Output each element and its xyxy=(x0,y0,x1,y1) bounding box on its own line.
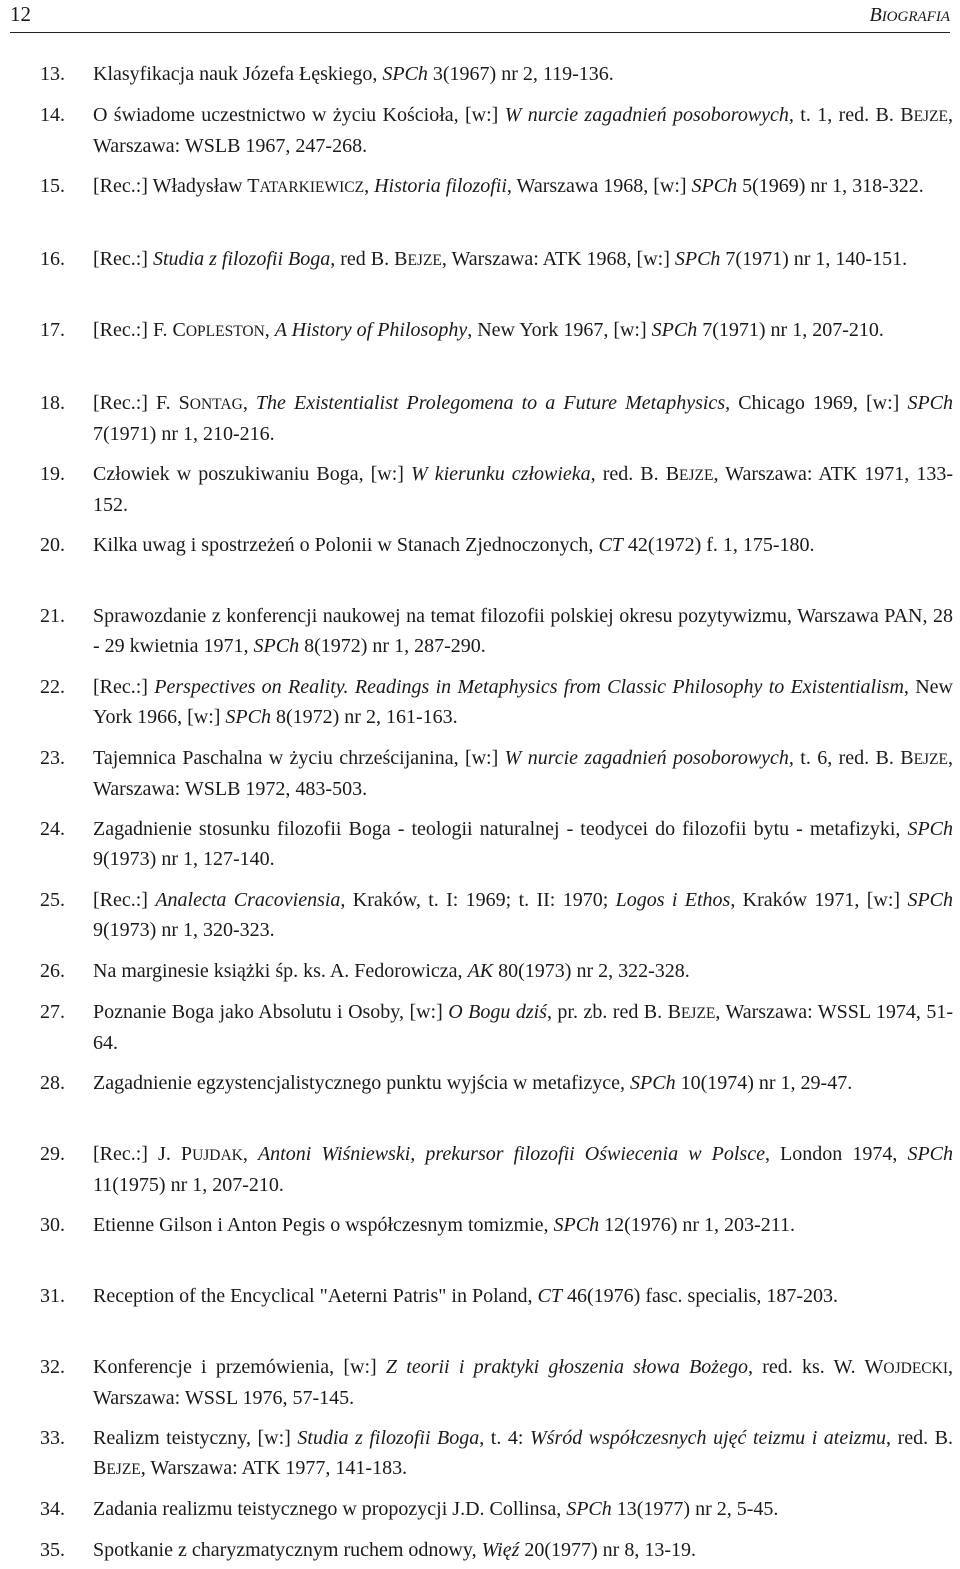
entry-number: 33. xyxy=(40,1427,65,1449)
entry-text xyxy=(93,673,953,732)
entry-text-segment: Kilka uwag i spostrzeżeń o Polonii w Stanach Zjednoczonych, xyxy=(93,534,599,556)
entry-text xyxy=(93,316,953,347)
entry-text-segment: Tajemnica Paschalna w życiu chrześcijanina, [w:] xyxy=(93,747,505,769)
entry-text xyxy=(93,60,953,90)
entry-text-segment: Chicago 1969, [w:] xyxy=(730,392,908,414)
entry-text-segment: , Warszawa: WSLB 1972, 483-503. xyxy=(93,747,953,800)
entry-text-segment: , xyxy=(364,175,375,197)
entry-number: 35. xyxy=(40,1539,65,1561)
entry-text-segment: 13(1977) nr 2, 5-45. xyxy=(611,1498,779,1520)
entry-title-italic: SPCh xyxy=(553,1214,600,1236)
entry-title-italic: AK xyxy=(467,960,494,982)
entry-text-segment: 9(1973) nr 1, 320-323. xyxy=(93,918,275,941)
entry-text xyxy=(93,101,953,161)
entry-author-smallcaps: EJZE xyxy=(680,1005,716,1022)
entry-title-italic: A History of Philosophy xyxy=(274,319,468,341)
entry-text xyxy=(93,531,953,561)
entry-number: 31. xyxy=(40,1285,65,1307)
entry-title-italic: SPCh xyxy=(566,1498,612,1520)
entry-text-segment: [Rec.:] xyxy=(93,248,153,270)
entry-text xyxy=(93,886,953,945)
entry-title-italic: Perspectives on Reality. Readings in Metaphysics from Classic Philosophy to Existentialism xyxy=(154,676,904,698)
entry-text-segment: , New York 1966, [w:] xyxy=(93,676,953,728)
entry-author-smallcaps: EJZE xyxy=(913,751,948,768)
entry-title-italic: CT xyxy=(598,534,623,556)
entry-text-segment: Konferencje i przemówienia, [w:] xyxy=(93,1356,386,1378)
entry-author-smallcaps: UJDAK xyxy=(192,1147,243,1164)
entry-text-segment: 9(1973) nr 1, 127-140. xyxy=(93,847,275,870)
entry-text-segment: , New York 1967, [w:] xyxy=(467,319,652,341)
entry-text-segment: Spotkanie z charyzmatycznym ruchem odnowy, xyxy=(93,1539,482,1561)
entry-author-smallcaps: EJZE xyxy=(679,467,714,484)
entry-number: 14. xyxy=(40,104,65,126)
entry-title-italic: Antoni Wiśniewski, prekursor filozofii Oświecenia w Polsce xyxy=(257,1143,765,1165)
entry-text xyxy=(93,1495,953,1525)
entry-number: 22. xyxy=(40,676,65,698)
entry-text xyxy=(93,1536,953,1566)
entry-number: 24. xyxy=(40,818,65,840)
entry-text-segment: , Kraków 1971, [w:] xyxy=(730,889,908,911)
entry-text-segment: , pr. zb. red B. B xyxy=(546,1001,681,1023)
entry-title-italic: SPCh xyxy=(382,63,428,85)
entry-title-italic: Wśród współczesnych ujęć teizmu i ateizmu xyxy=(530,1427,887,1449)
entry-text-segment: [Rec.:] J. P xyxy=(93,1143,193,1165)
entry-text-segment: Klasyfikacja nauk Józefa Łęskiego, xyxy=(93,63,383,85)
entry-text xyxy=(93,1211,953,1241)
entry-number: 29. xyxy=(40,1143,65,1165)
entry-text-segment: , London 1974, xyxy=(764,1143,908,1165)
entry-author-smallcaps: EJZE xyxy=(407,252,442,269)
entry-title-italic: SPCh xyxy=(907,1143,953,1165)
entry-text-segment: , red B. B xyxy=(330,248,408,270)
entry-text-segment: [Rec.:] xyxy=(93,676,155,698)
entry-text-segment: 20(1977) nr 8, 13-19. xyxy=(519,1539,696,1561)
entry-number: 16. xyxy=(40,248,65,270)
entry-text-segment: 10(1974) nr 1, 29-47. xyxy=(675,1072,853,1094)
entry-text-segment: O świadome uczestnictwo w życiu Kościoła, [w:] xyxy=(93,104,505,126)
page-header xyxy=(10,0,950,33)
entry-title-italic: SPCh xyxy=(225,705,271,728)
entry-title-italic: Analecta Cracoviensia, xyxy=(155,889,346,911)
entry-text-segment: , Warszawa 1968, [w:] xyxy=(506,175,692,197)
entry-number: 23. xyxy=(40,747,65,769)
entry-title-italic: SPCh xyxy=(253,634,300,657)
entry-text-segment: t. 6, red. B. B xyxy=(793,747,914,769)
entry-author-smallcaps: EJZE xyxy=(913,108,948,125)
entry-number: 19. xyxy=(40,463,65,485)
entry-text-segment: 11(1975) nr 1, 207-210. xyxy=(93,1173,284,1196)
entry-text-segment: 5(1969) nr 1, 318-322. xyxy=(737,175,924,197)
entry-text xyxy=(93,245,953,276)
entry-text xyxy=(93,172,953,203)
entry-text-segment: , Warszawa: WSSL 1974, 51-64. xyxy=(93,1001,953,1054)
entry-text-segment: Kraków, t. I: 1969; t. II: 1970; xyxy=(345,889,616,911)
entry-text-segment: 8(1972) nr 2, 161-163. xyxy=(270,705,458,728)
entry-text-segment: , red. B. B xyxy=(590,463,680,485)
entry-text-segment: Poznanie Boga jako Absolutu i Osoby, [w:] xyxy=(93,1001,449,1023)
page-number: 12 xyxy=(10,2,31,26)
entry-text-segment: Realizm teistyczny, [w:] xyxy=(93,1427,298,1449)
entry-text-segment: t. 1, red. B. B xyxy=(793,104,914,126)
entry-title-italic: Z teorii i praktyki głoszenia słowa Bożego xyxy=(385,1356,748,1378)
entry-number: 26. xyxy=(40,960,65,982)
entry-text-segment: , xyxy=(264,319,275,341)
entry-number: 34. xyxy=(40,1498,65,1520)
entry-number: 13. xyxy=(40,63,65,85)
entry-title-italic: SPCh xyxy=(630,1072,676,1094)
entry-title-italic: Logos i Ethos xyxy=(615,889,731,911)
entry-text-segment: , Warszawa: WSLB 1967, 247-268. xyxy=(93,104,953,157)
entry-text-segment: Zagadnienie egzystencjalistycznego punktu wyjścia w metafizyce, xyxy=(93,1072,631,1094)
entry-text-segment: 7(1971) nr 1, 140-151. xyxy=(720,248,908,270)
entry-text xyxy=(93,389,953,449)
entry-title-italic: W kierunku człowieka xyxy=(411,463,591,485)
entry-text-segment: , Warszawa: ATK 1971, 133-152. xyxy=(93,463,954,516)
entry-text xyxy=(93,1140,953,1200)
entry-text-segment: [Rec.:] Władysław T xyxy=(93,175,260,197)
entry-number: 25. xyxy=(40,889,65,911)
entry-title-italic: SPCh xyxy=(674,248,721,270)
entry-number: 27. xyxy=(40,1001,65,1023)
entry-title-italic: O Bogu dziś xyxy=(448,1001,547,1023)
entry-text-segment: , xyxy=(242,392,256,414)
entry-text-segment: , t. 4: xyxy=(479,1427,531,1449)
entry-text-segment: 80(1973) nr 2, 322-328. xyxy=(493,960,690,982)
entry-text-segment: Człowiek w poszukiwaniu Boga, [w:] xyxy=(93,463,412,485)
entry-title-italic: Studia z filozofii Boga xyxy=(152,248,331,270)
entry-text xyxy=(93,957,953,987)
entry-text xyxy=(93,1353,953,1413)
entry-text-segment: Zadania realizmu teistycznego w propozycji J.D. Collinsa, xyxy=(93,1498,567,1520)
running-head-rest: IOGRAFIA xyxy=(881,9,950,25)
entry-text xyxy=(93,1424,953,1484)
entry-number: 21. xyxy=(40,605,65,627)
entry-text-segment: 7(1971) nr 1, 207-210. xyxy=(697,319,884,341)
entry-title-italic: W nurcie zagadnień posoborowych, xyxy=(504,104,794,126)
entry-title-italic: SPCh xyxy=(907,818,953,840)
running-head-initial: B xyxy=(869,4,882,26)
entry-number: 15. xyxy=(40,175,65,197)
running-head xyxy=(869,1,950,31)
entry-title-italic: Historia filozofii xyxy=(374,175,507,197)
entry-text xyxy=(93,602,953,661)
entry-text-segment: 3(1967) nr 2, 119-136. xyxy=(427,63,614,85)
entry-title-italic: Więź xyxy=(481,1539,520,1561)
entry-title-italic: SPCh xyxy=(907,392,953,414)
entry-text-segment: [Rec.:] F. C xyxy=(93,319,186,341)
entry-number: 32. xyxy=(40,1356,65,1378)
entry-title-italic: CT xyxy=(537,1285,563,1307)
entry-author-smallcaps: EJZE xyxy=(106,1460,141,1478)
entry-title-italic: The Existentialist Prolegomena to a Future Metaphysics, xyxy=(255,392,731,414)
entry-text-segment: [Rec.:] xyxy=(93,889,156,911)
entry-text-segment: 42(1972) f. 1, 175-180. xyxy=(622,534,815,556)
entry-text-segment: 8(1972) nr 1, 287-290. xyxy=(299,634,486,657)
entry-title-italic: SPCh xyxy=(691,175,738,197)
entry-title-italic: W nurcie zagadnień posoborowych, xyxy=(504,747,794,769)
entry-title-italic: Studia z filozofii Boga xyxy=(297,1427,480,1449)
entry-text-segment: Reception of the Encyclical "Aeterni Patris" in Poland, xyxy=(93,1285,538,1307)
entry-number: 28. xyxy=(40,1072,65,1094)
entry-author-smallcaps: ATARKIEWICZ xyxy=(259,179,365,196)
entry-text-segment: 7(1971) nr 1, 210-216. xyxy=(93,422,275,445)
entry-author-smallcaps: OPLESTON xyxy=(185,323,265,340)
entry-text xyxy=(93,815,953,874)
entry-text-segment: , Warszawa: ATK 1977, 141-183. xyxy=(140,1456,408,1479)
entry-text-segment: [Rec.:] F. S xyxy=(93,392,190,414)
entry-number: 30. xyxy=(40,1214,65,1236)
entry-title-italic: SPCh xyxy=(651,319,698,341)
entry-title-italic: SPCh xyxy=(907,889,953,911)
entry-number: 17. xyxy=(40,319,65,341)
entry-text-segment: , red. ks. W. W xyxy=(747,1356,884,1378)
entry-text xyxy=(93,744,953,804)
entry-text-segment: Etienne Gilson i Anton Pegis o współczesnym tomizmie, xyxy=(93,1214,554,1236)
entry-text xyxy=(93,998,953,1058)
entry-text-segment: 12(1976) nr 1, 203-211. xyxy=(599,1214,795,1236)
entry-text-segment: Na marginesie książki śp. ks. A. Fedorowicza, xyxy=(93,960,468,982)
entry-text-segment: Sprawozdanie z konferencji naukowej na temat filozofii polskiej okresu pozytywizmu, Warszawa PAN, 28 - 29 kwietnia 1971, xyxy=(93,605,953,657)
entry-text xyxy=(93,1282,953,1312)
entry-text xyxy=(93,460,953,520)
entry-text-segment: , red. B. B xyxy=(93,1427,953,1479)
entry-author-smallcaps: OJDECKI xyxy=(883,1360,949,1377)
entry-author-smallcaps: ONTAG xyxy=(189,396,243,413)
entry-text-segment: Zagadnienie stosunku filozofii Boga - teologii naturalnej - teodycei do filozofii bytu - metafizyki, xyxy=(93,818,908,840)
entry-text-segment: 46(1976) fasc. specialis, 187-203. xyxy=(562,1285,839,1307)
entry-number: 18. xyxy=(40,392,65,414)
entry-text-segment: , Warszawa: ATK 1968, [w:] xyxy=(441,248,675,270)
entry-text xyxy=(93,1069,953,1099)
entry-text-segment: , xyxy=(242,1143,258,1165)
entry-text-segment: , Warszawa: WSSL 1976, 57-145. xyxy=(93,1356,954,1409)
entry-number: 20. xyxy=(40,534,65,556)
